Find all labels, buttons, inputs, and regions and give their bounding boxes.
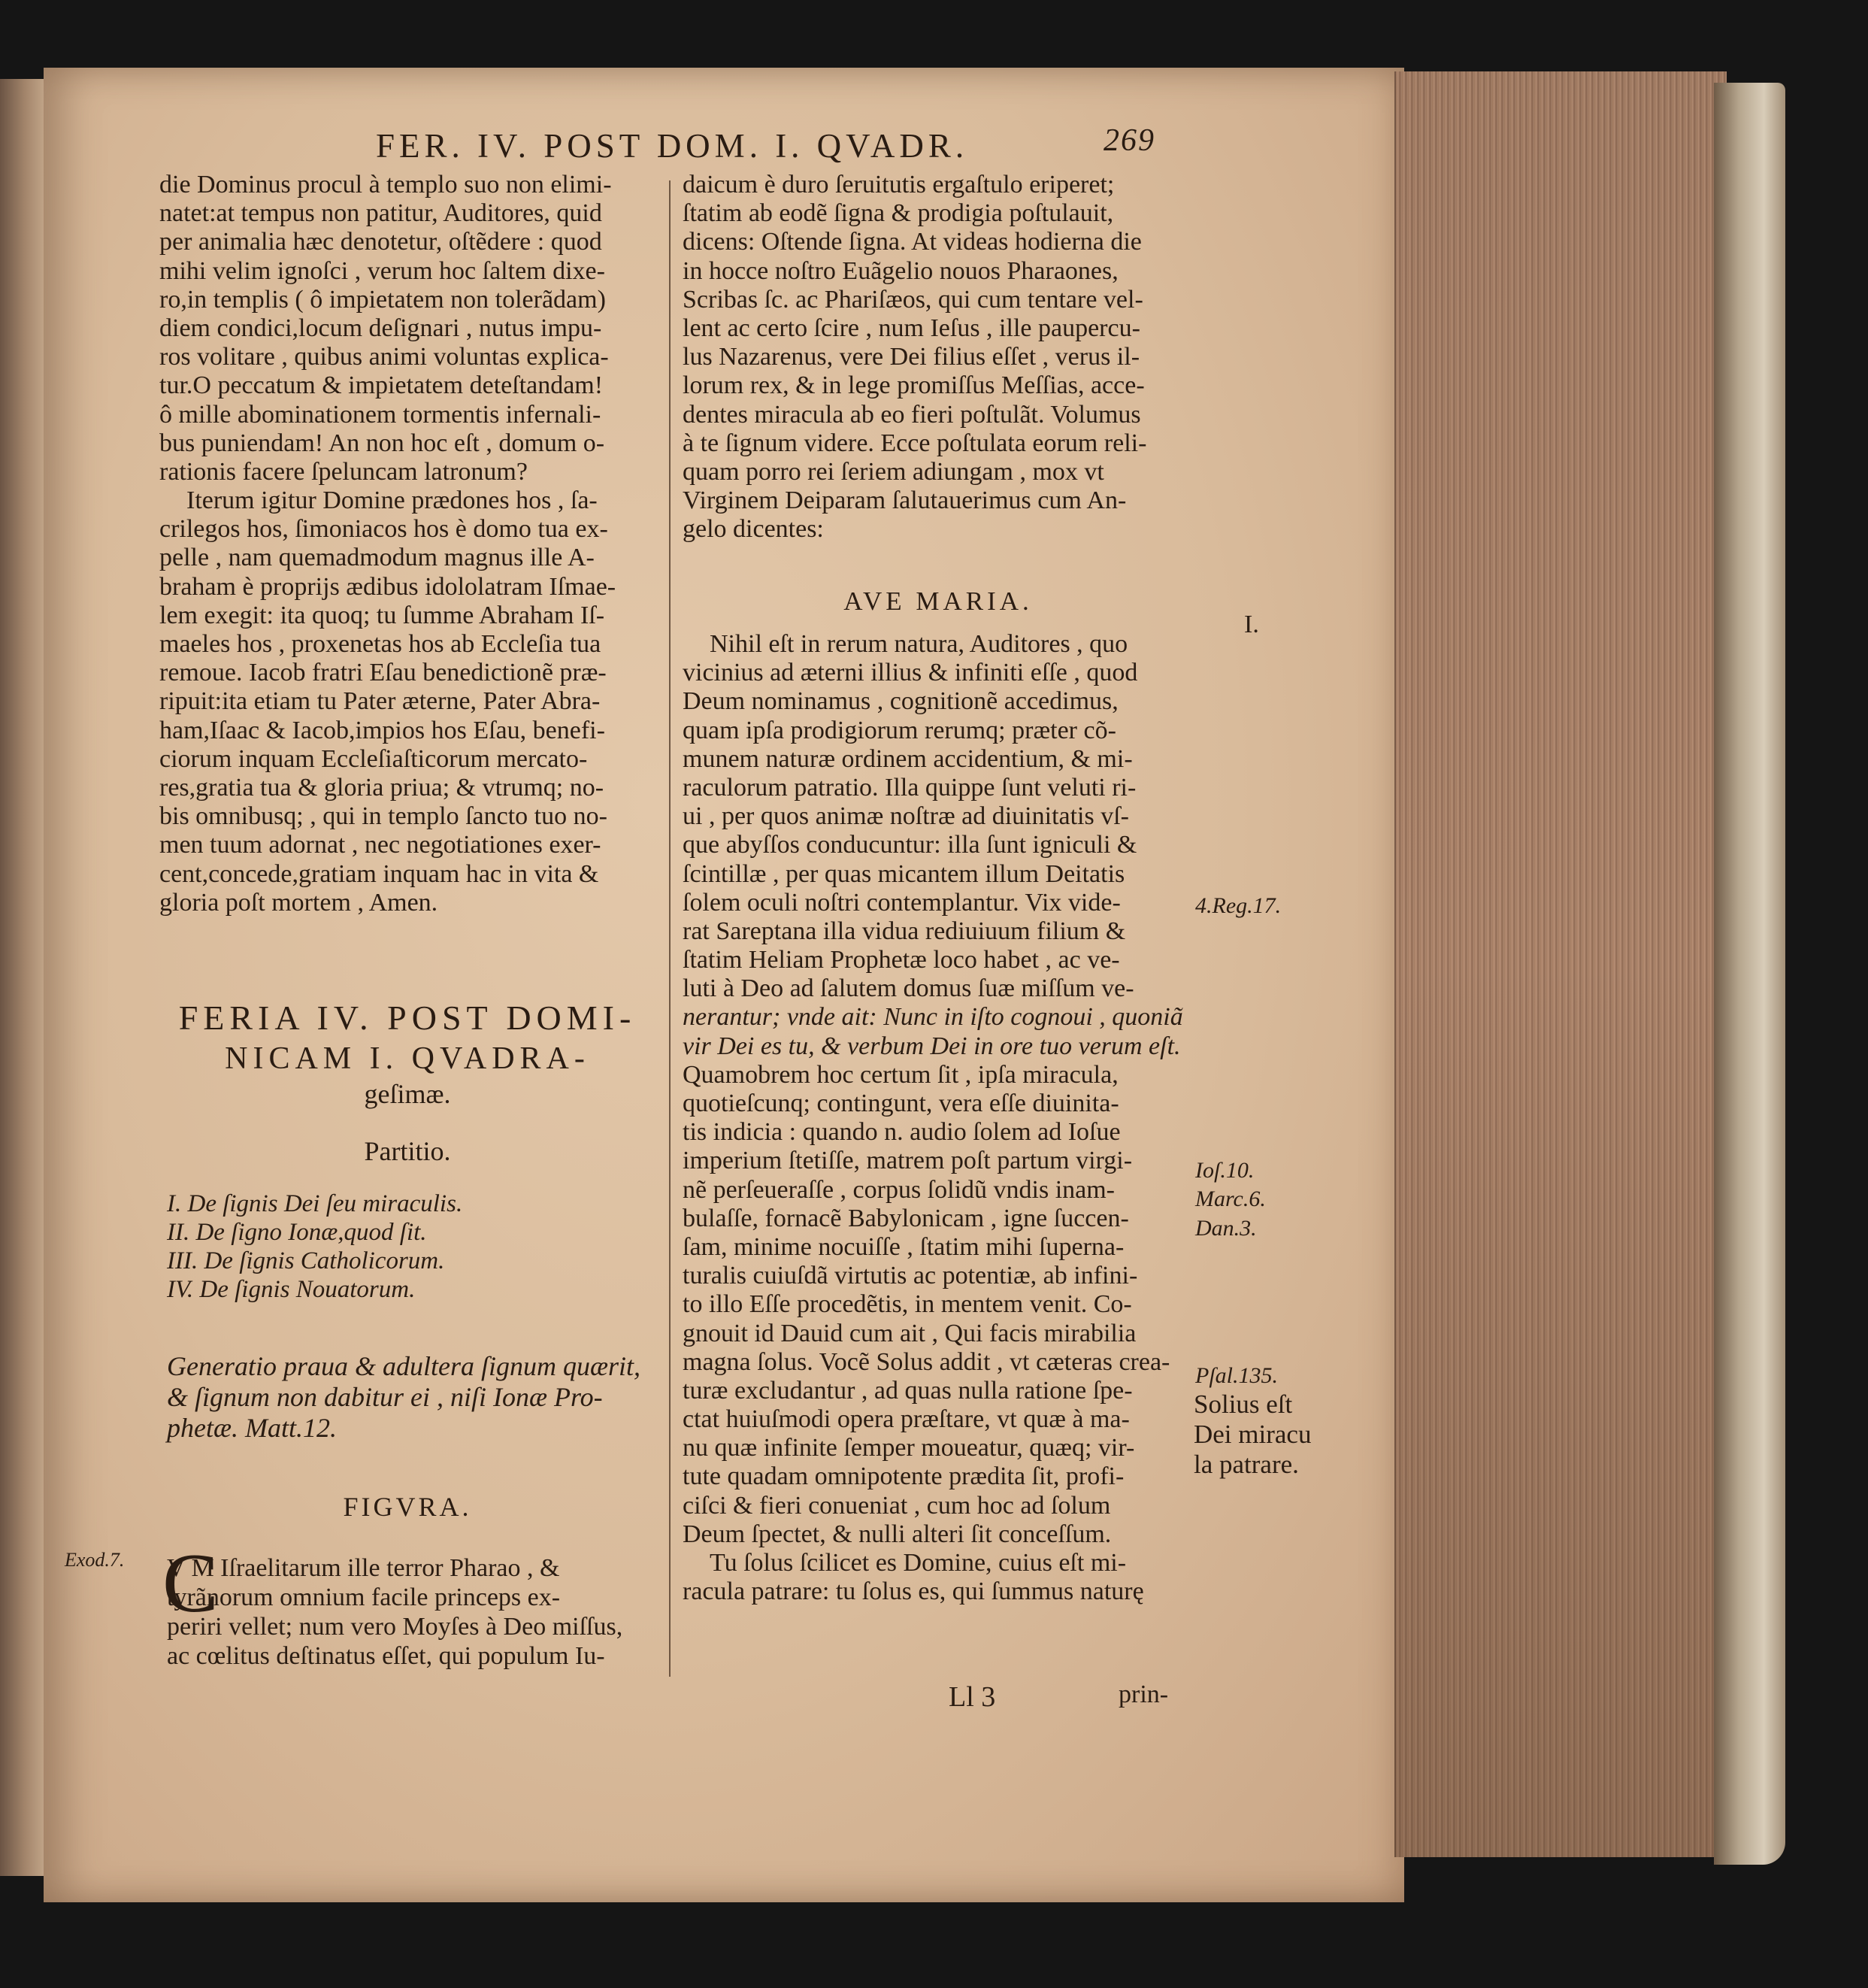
margin-ref-reg: 4.Reg.17. (1195, 893, 1282, 918)
list-item: III. De ſignis Catholicorum. (167, 1247, 445, 1274)
text-line: braham è proprijs ædibus idololatram Iſmae- (159, 572, 616, 601)
text-line: rat Sareptana illa vidua rediuiuum filium & (683, 917, 1126, 945)
partitio-heading: Partitio. (364, 1136, 451, 1166)
quote-line: phetæ. Matt.12. (167, 1413, 337, 1443)
text-line: ſam, minime nocuiſſe , ſtatim mihi ſuperna- (683, 1232, 1125, 1261)
text-line: nerantur; vnde ait: Nunc in iſto cognoui , quoniã (683, 1003, 1183, 1032)
margin-sidenote (1194, 1389, 1311, 1480)
text-line: gelo dicentes: (683, 515, 824, 544)
margin-ref-dan: Dan.3. (1195, 1216, 1257, 1241)
text-line: Deum nominamus , cognitionẽ accedimus, (683, 687, 1119, 716)
list-item: IV. De ſignis Nouatorum. (167, 1276, 416, 1303)
margin-ref-psal: Pſal.135. (1195, 1363, 1278, 1388)
scripture-quote (167, 1351, 640, 1444)
text-line: racula patrare: tu ſolus es, qui ſummus naturę (683, 1577, 1144, 1606)
ave-maria-heading: AVE MARIA. (843, 586, 1033, 616)
left-column (159, 171, 616, 917)
text-line: ſolem oculi noſtri contemplantur. Vix vide- (683, 888, 1121, 917)
text-line: quotieſcunq; contingunt, vera eſſe diuinita- (683, 1089, 1119, 1117)
signature-mark: Ll 3 (949, 1681, 996, 1713)
text-line: natet:at tempus non patitur, Auditores, quid (159, 199, 602, 228)
section-title-line: FERIA IV. POST DOMI- (178, 999, 637, 1037)
text-line: bis omnibusq; , qui in templo ſancto tuo no- (159, 802, 607, 831)
text-line: tute quadam omnipotente prædita ſit, profi- (683, 1462, 1125, 1491)
sidenote-line: la patrare. (1194, 1450, 1299, 1479)
text-line: ham,Iſaac & Iacob,impios hos Eſau, benefi- (159, 716, 605, 744)
right-column-body (683, 629, 1183, 1605)
text-line: maeles hos , proxenetas hos ab Eccleſia tua (159, 630, 601, 658)
section-title-line: NICAM I. QVADRA- (225, 1041, 590, 1076)
text-line: tis indicia : quando n. audio ſolem ad Ioſue (683, 1118, 1121, 1147)
text-line: Virginem Deiparam ſalutauerimus cum An- (683, 486, 1127, 515)
text-line: tur.O peccatum & impietatem deteſtandam! (159, 371, 604, 400)
text-line: munem naturæ ordinem accidentium, & mi- (683, 744, 1133, 773)
text-line: lem exegit: ita quoq; tu ſumme Abraham Iſ- (159, 601, 605, 629)
text-line: pelle , nam quemadmodum magnus ille A- (159, 544, 595, 572)
right-column (683, 171, 1146, 544)
text-line: Nihil eſt in rerum natura, Auditores , quo (710, 630, 1128, 658)
text-line: ſtatim ab eodẽ ſigna & prodigia poſtulauit, (683, 199, 1114, 228)
text-line: ſtatim Heliam Prophetæ loco habet , ac ve- (683, 946, 1120, 974)
text-line: die Dominus procul à templo suo non elimi- (159, 171, 612, 198)
text-line: bulaſſe, fornacẽ Babylonicam , igne ſuccen- (683, 1204, 1129, 1232)
fore-edge-shading (1394, 71, 1725, 1857)
page-number: 269 (1104, 123, 1155, 158)
text-line: que abyſſos conducuntur: illa ſunt igniculi & (683, 831, 1137, 859)
text-line: V M Iſraelitarum ille terror Pharao , & (167, 1554, 560, 1582)
text-line: nu quæ infinite ſemper moueatur, quæq; vir- (683, 1434, 1135, 1462)
text-line: rationis facere ſpeluncam latronum? (159, 457, 528, 486)
text-line: mihi velim ignoſci , verum hoc ſaltem dixe- (159, 256, 605, 285)
text-line: ro,in templis ( ô impietatem non tolerãdam) (159, 285, 606, 314)
sidenote-line: Dei miracu (1194, 1420, 1312, 1449)
text-line: Quamobrem hoc certum ſit , ipſa miracula, (683, 1060, 1119, 1089)
text-line: lent ac certo ſcire , num Ieſus , ille paupercu- (683, 314, 1140, 342)
partitio-list (167, 1189, 462, 1304)
section-title-tail: geſimæ. (364, 1079, 451, 1109)
sidenote-line: Solius eſt (1194, 1389, 1293, 1419)
figura-text (167, 1553, 622, 1671)
text-line: Scribas ſc. ac Phariſæos, qui cum tentare vel- (683, 285, 1143, 314)
text-line: diem condici,locum deſignari , nutus impu- (159, 314, 602, 342)
text-line: ctat huiuſmodi opera præſtare, vt quæ à ma- (683, 1405, 1130, 1434)
text-line: daicum è duro ſeruitutis ergaſtulo eriperet; (683, 171, 1115, 198)
text-line: to illo Eſſe procedẽtis, in mentem venit. Co- (683, 1290, 1132, 1319)
text-line: nẽ perſeueraſſe , corpus ſolidũ vndis inam- (683, 1175, 1115, 1204)
text-line: tyrãnorum omnium facile princeps ex- (167, 1583, 561, 1611)
text-line: luti à Deo ad ſalutem domus ſuæ miſſum ve- (683, 974, 1134, 1003)
margin-number-one: I. (1244, 611, 1259, 638)
drop-capital: C (162, 1537, 219, 1630)
text-line: raculorum patratio. Illa quippe ſunt veluti ri- (683, 773, 1137, 802)
text-line: Iterum igitur Domine prædones hos , ſa- (186, 486, 598, 515)
text-line: ſcintillæ , per quas micantem illum Deitatis (683, 859, 1125, 888)
previous-page-edge (0, 79, 47, 1876)
text-line: turalis cuiuſdã virtutis ac potentiæ, ab infini- (683, 1262, 1138, 1290)
text-line: magna ſolus. Vocẽ Solus addit , vt cæteras crea- (683, 1347, 1170, 1376)
catchword: prin- (1119, 1680, 1169, 1708)
text-line: dentes miracula ab eo fieri poſtulãt. Volumus (683, 400, 1141, 429)
text-line: vicinius ad æterni illius & infiniti eſſe , quod (683, 659, 1138, 687)
text-line: bus puniendam! An non hoc eſt , domum o- (159, 429, 605, 457)
text-line: imperium ſtetiſſe, matrem poſt partum virgi- (683, 1147, 1133, 1175)
text-line: Deum ſpectet, & nulli alteri ſit conceſſum. (683, 1520, 1112, 1548)
text-line: crilegos hos, ſimoniacos hos è domo tua ex- (159, 515, 608, 544)
text-line: ros volitare , quibus animi voluntas explica- (159, 343, 609, 371)
margin-ref-ios: Ioſ.10. (1195, 1158, 1255, 1183)
text-line: ciſci & fieri conueniat , cum hoc ad ſolum (683, 1491, 1111, 1520)
text-line: periri vellet; num vero Moyſes à Deo miſſus, (167, 1613, 623, 1641)
text-line: gnouit id Dauid cum ait , Qui facis mirabilia (683, 1319, 1137, 1347)
list-item: II. De ſigno Ionæ,quod ſit. (167, 1219, 427, 1246)
text-line: vir Dei es tu, & verbum Dei in ore tuo verum eſt. (683, 1032, 1181, 1060)
text-line: ô mille abominationem tormentis infernali- (159, 400, 601, 429)
running-title: FER. IV. POST DOM. I. QVADR. (376, 127, 969, 165)
text-line: turæ excludantur , ad quas nulla ratione ſpe- (683, 1376, 1133, 1405)
text-line: quam porro rei ſeriem adiungam , mox vt (683, 457, 1104, 486)
text-line: ui , per quos animæ noſtræ ad diuinitatis vſ- (683, 802, 1130, 831)
text-line: remoue. Iacob fratri Eſau benedictionẽ præ- (159, 659, 607, 687)
text-line: ac cœlitus deſtinatus eſſet, qui populum Iu- (167, 1642, 605, 1670)
text-line: lus Nazarenus, vere Dei filius eſſet , verus il- (683, 343, 1140, 371)
figura-heading: FIGVRA. (343, 1492, 472, 1522)
text-line: ripuit:ita etiam tu Pater æterne, Pater Abra- (159, 687, 601, 716)
text-line: men tuum adornat , nec negotiationes exer- (159, 831, 601, 859)
text-line: res,gratia tua & gloria priua; & vtrumq; no- (159, 773, 604, 802)
text-line: lorum rex, & in lege promiſſus Meſſias, acce- (683, 371, 1145, 400)
quote-line: & ſignum non dabitur ei , niſi Ionæ Pro- (167, 1382, 603, 1412)
quote-line: Generatio praua & adultera ſignum quærit, (167, 1351, 640, 1381)
running-header (376, 123, 1203, 171)
list-item: I. De ſignis Dei ſeu miraculis. (167, 1190, 463, 1217)
text-line: ciorum inquam Eccleſiaſticorum mercato- (159, 744, 588, 773)
text-line: quam ipſa prodigiorum rerumq; præter cõ- (683, 716, 1116, 744)
text-line: in hocce noſtro Euãgelio nouos Pharaones, (683, 256, 1119, 285)
text-line: cent,concede,gratiam inquam hac in vita & (159, 859, 599, 888)
text-line: gloria poſt mortem , Amen. (159, 888, 438, 917)
text-line: per animalia hæc denotetur, oſtẽdere : quod (159, 228, 602, 256)
text-line: Tu ſolus ſcilicet es Domine, cuius eſt mi- (710, 1549, 1127, 1577)
text-line: dicens: Oſtende ſigna. At videas hodierna die (683, 228, 1142, 256)
book-cover-edge (1714, 83, 1785, 1865)
margin-ref-marc: Marc.6. (1195, 1186, 1266, 1211)
text-line: à te ſignum videre. Ecce poſtulata eorum reli- (683, 429, 1147, 457)
column-rule (669, 180, 671, 1677)
margin-note-exod: Exod.7. (65, 1549, 125, 1571)
